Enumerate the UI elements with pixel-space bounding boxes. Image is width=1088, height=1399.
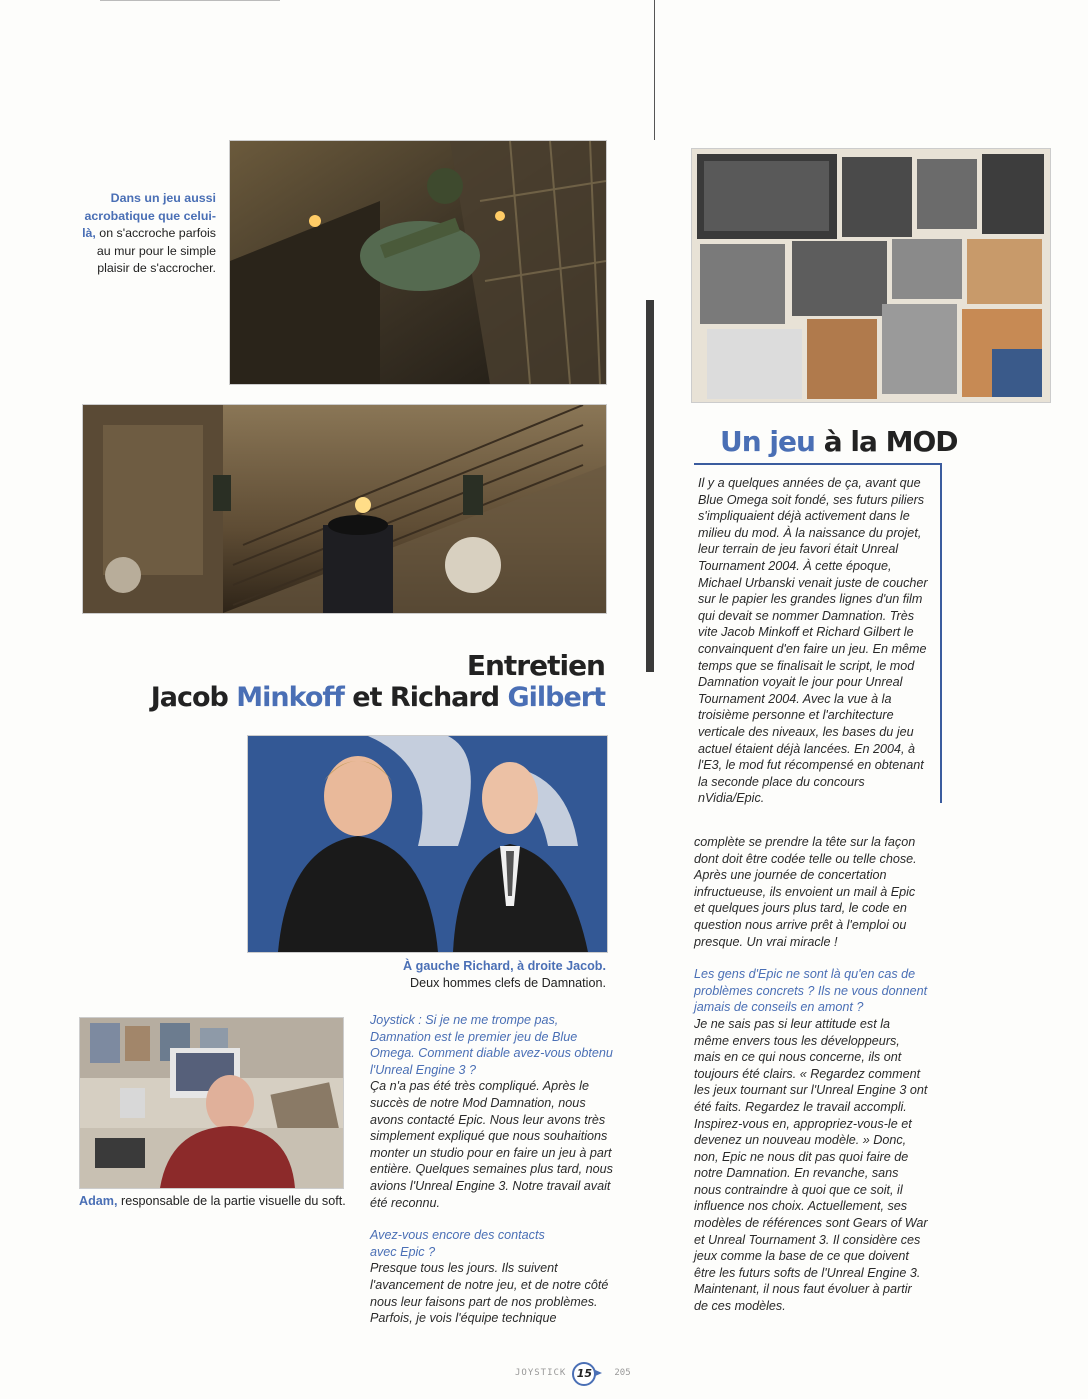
headline-name-gilbert: Gilbert: [507, 682, 605, 713]
top-rule-left: [100, 0, 280, 1]
adam-photo: [79, 1017, 344, 1189]
caption-adam: [79, 1193, 369, 1210]
interview-column-1: [370, 1012, 620, 1327]
sidebar-title: [720, 424, 958, 460]
answer-2: Presque tous les jours. Ils suivent l'avancement de notre jeu, et de notre côté nous leur faisons part de nos problèmes. Parfois, je vois l'équipe technique: [370, 1261, 609, 1326]
footer-page-badge: [572, 1362, 596, 1384]
headline-line-2: [100, 682, 605, 714]
article-headline: [100, 650, 605, 714]
game-screenshot-acrobatic: [229, 140, 607, 385]
caption-acrobatic-highlight: Dans un jeu aussi acrobatique que celui-là,: [82, 191, 216, 240]
dark-vertical-bar: [646, 300, 654, 672]
question-2: Avez-vous encore des contacts avec Epic ?: [370, 1228, 545, 1259]
headline-line-1: Entretien: [466, 649, 605, 682]
sidebar-title-part-1: Un: [720, 425, 761, 458]
caption-interview-line-2: Deux hommes clefs de Damnation.: [410, 976, 606, 990]
answer-1: Ça n'a pas été très compliqué. Après le succès de notre Mod Damnation, nous avons contacté Epic. Nous leur avons très simplement expliqué que nous souhaitions monter un studio pour en faire un jeu à part entière. Quelques semaines plus tard, nous avions l'Unreal Engine 3. Notre travail avait été reconnu.: [370, 1079, 613, 1210]
center-fold-line: [654, 0, 655, 140]
caption-interview-line-1: À gauche Richard, à droite Jacob.: [403, 959, 606, 973]
headline-part-1: Jacob: [150, 682, 237, 713]
caption-adam-text: responsable de la partie visuelle du soft.: [117, 1194, 346, 1208]
caption-acrobatic-text: on s'accroche parfois au mur pour le simple plaisir de s'accrocher.: [95, 226, 216, 275]
footer-page-number: 15: [572, 1362, 596, 1386]
concept-art-photo: [691, 148, 1051, 403]
caption-adam-name: Adam,: [79, 1194, 118, 1208]
answer-2-continued: complète se prendre la tête sur la façon dont doit être codée telle ou telle chose. Après une journée de concertation infructueuse, ils envoient un mail à Epic et quelques jours plus tard, le code en question nous arrive prêt à l'emploi ou presque. Un vrai miracle !: [694, 835, 917, 949]
footer-magazine-name: JOYSTICK: [515, 1368, 567, 1378]
sidebar-title-part-2: jeu: [769, 425, 815, 458]
headline-part-2: et Richard: [343, 682, 508, 713]
page-footer: [515, 1362, 631, 1384]
interview-photo: [247, 735, 608, 953]
game-screenshot-stairs: [82, 404, 607, 614]
sidebar-box: [694, 463, 942, 806]
caption-interview-photo: [300, 958, 606, 992]
sidebar-body: Il y a quelques années de ça, avant que Blue Omega soit fondé, ses futurs piliers s'impliquaient déjà activement dans le milieu du mod. À la naissance du projet, leur terrain de jeu favori était Unreal Tournament 2004. À cette époque, Michael Urbanski venait juste de coucher sur le papier les grandes lignes d'un film qui devait se nommer Damnation. Très vite Jacob Minkoff et Richard Gilbert le convainquent d'en faire un jeu. En même temps que se finalisait le script, le mod Damnation voyait le jour pour Unreal Tournament 2004. Avec la vue à la troisième personne et l'architecture verticale des niveaux, les bases du jeu actuel étaient déjà lancées. En 2004, à l'E3, le mod fut récompensé en obtenant la seconde place du concours nVidia/Epic.: [698, 476, 928, 806]
answer-3: Je ne sais pas si leur attitude est la même envers tous les développeurs, mais en ce qui nous concerne, ils ont toujours été clairs. « Regardez comment les jeux tournant sur l'Unreal Engine 3 ont été faits. Regardez le travail accompli. Inspirez-vous en, appropriez-vous-le et devenez un nouveau modèle. » Donc, non, Epic ne nous dit pas quoi faire de notre Damnation. En revanche, sans nous contraindre à quoi que ce soit, il influence nos choix. Actuellement, ses modèles de références sont Gears of War et Unreal Tournament 3. Il considère ces jeux comme la base de ce que doivent être les futurs softs de l'Unreal Engine 3. Maintenant, il nous faut évoluer à partir de ces modèles.: [694, 1016, 928, 1314]
caption-acrobatic: [80, 190, 216, 278]
sidebar-title-part-3: à la MOD: [823, 425, 958, 458]
question-3: Les gens d'Epic ne sont là qu'en cas de problèmes concrets ? Ils ne vous donnent jamais de conseils en amont ?: [694, 967, 928, 1015]
question-1: Joystick : Si je ne me trompe pas, Damnation est le premier jeu de Blue Omega. Comment diable avez-vous obtenu l'Unreal Engine 3 ?: [370, 1013, 613, 1077]
headline-name-minkoff: Minkoff: [236, 682, 344, 713]
interview-column-2: [694, 834, 928, 1315]
footer-issue-number: 205: [614, 1368, 631, 1378]
